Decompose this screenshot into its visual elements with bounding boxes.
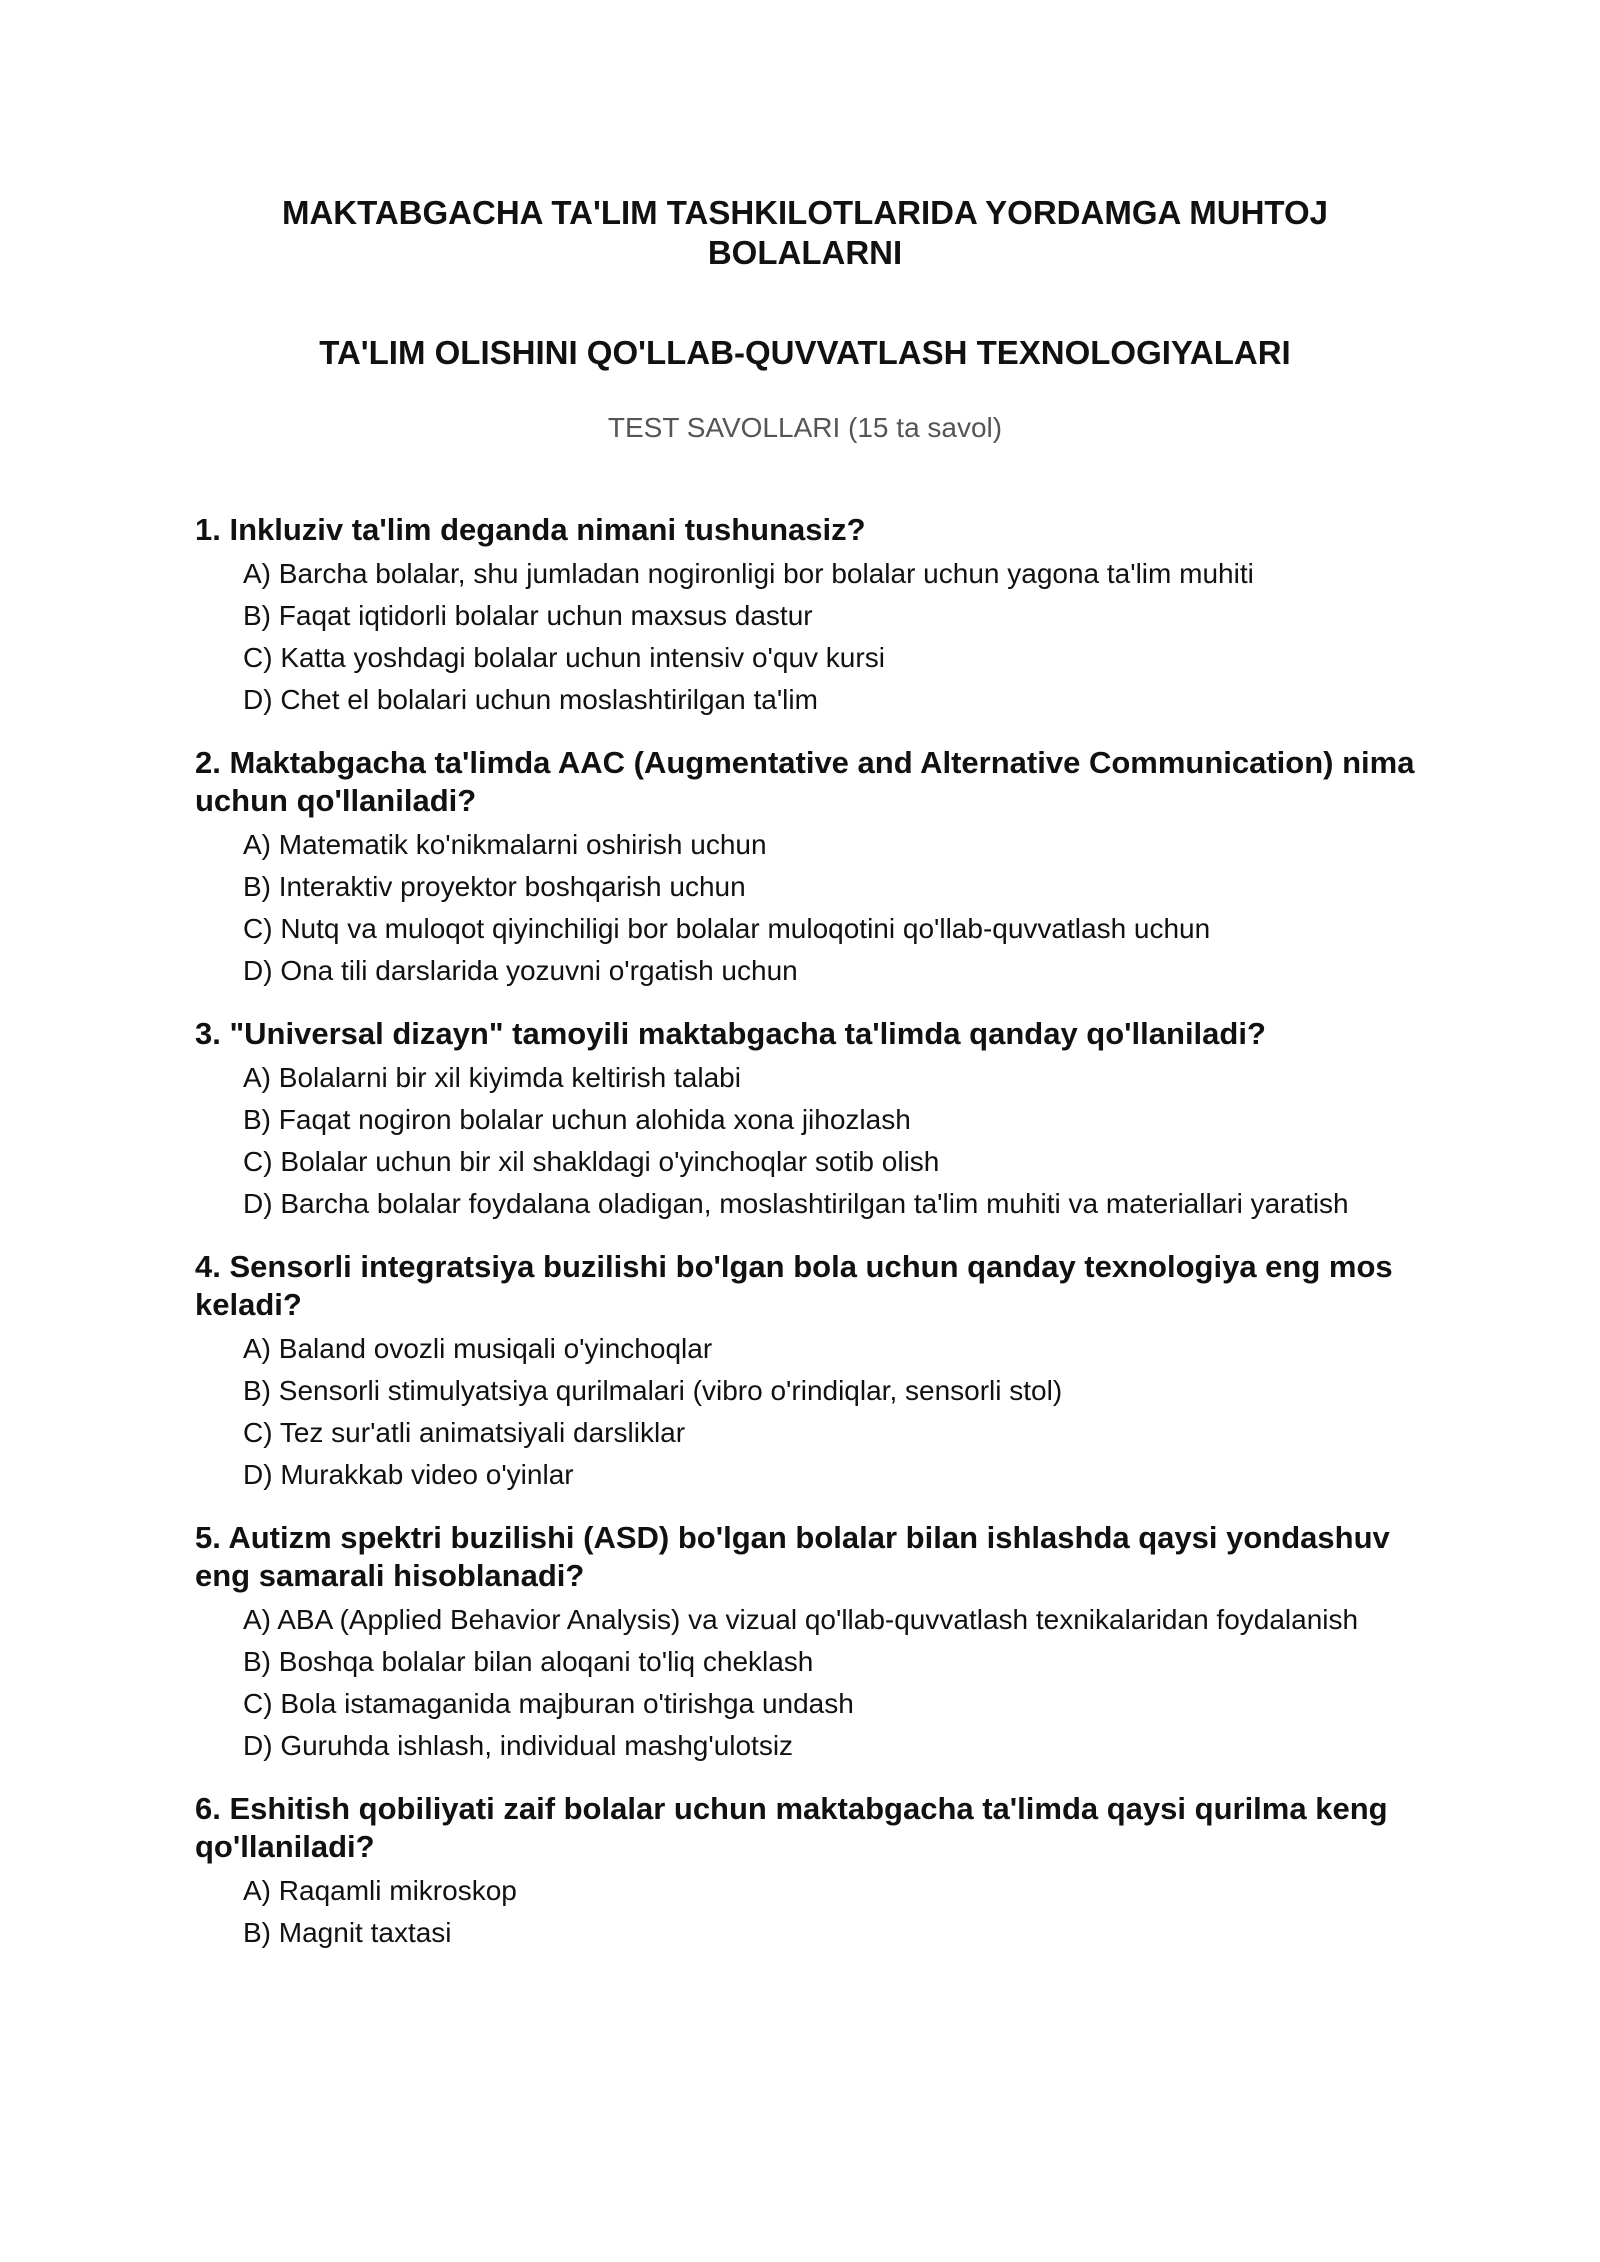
answer-option-d: D) Barcha bolalar foydalana oladigan, moslashtirilgan ta'lim muhiti va materiallari yaratish xyxy=(243,1188,1349,1219)
answer-option-d: D) Guruhda ishlash, individual mashg'ulotsiz xyxy=(243,1730,794,1761)
answer-option-a: A) ABA (Applied Behavior Analysis) va vizual qo'llab-quvvatlash texnikalaridan foydalanish xyxy=(243,1604,1359,1635)
answer-option-c: C) Nutq va muloqot qiyinchiligi bor bolalar muloqotini qo'llab-quvvatlash uchun xyxy=(243,913,1211,944)
question-text: 6. Eshitish qobiliyati zaif bolalar uchun maktabgacha ta'limda qaysi qurilma keng qo'llaniladi? xyxy=(195,1791,1388,1864)
question-text: 2. Maktabgacha ta'limda AAC (Augmentative and Alternative Communication) nima uchun qo'llaniladi? xyxy=(195,745,1415,818)
answer-option-a: A) Barcha bolalar, shu jumladan nogironligi bor bolalar uchun yagona ta'lim muhiti xyxy=(243,558,1254,589)
question-6 xyxy=(195,1790,1425,1950)
question-3 xyxy=(195,1015,1425,1221)
answer-option-c: C) Katta yoshdagi bolalar uchun intensiv o'quv kursi xyxy=(243,642,885,673)
document-title-line-2: TA'LIM OLISHINI QO'LLAB-QUVVATLASH TEXNOLOGIYALARI xyxy=(319,334,1291,371)
answer-option-b: B) Boshqa bolalar bilan aloqani to'liq cheklash xyxy=(243,1646,814,1677)
title-block xyxy=(195,193,1415,446)
answer-option-a: A) Bolalarni bir xil kiyimda keltirish talabi xyxy=(243,1062,741,1093)
answer-options xyxy=(195,1873,1425,1950)
answer-option-d: D) Murakkab video o'yinlar xyxy=(243,1459,574,1490)
question-1 xyxy=(195,511,1425,717)
answer-options xyxy=(195,556,1425,717)
question-5 xyxy=(195,1519,1425,1763)
answer-option-c: C) Bolalar uchun bir xil shakldagi o'yinchoqlar sotib olish xyxy=(243,1146,940,1177)
question-4 xyxy=(195,1248,1425,1492)
answer-option-b: B) Faqat iqtidorli bolalar uchun maxsus dastur xyxy=(243,600,813,631)
question-text: 5. Autizm spektri buzilishi (ASD) bo'lgan bolalar bilan ishlashda qaysi yondashuv eng samarali hisoblanadi? xyxy=(195,1520,1390,1593)
answer-option-a: A) Baland ovozli musiqali o'yinchoqlar xyxy=(243,1333,713,1364)
answer-option-a: A) Raqamli mikroskop xyxy=(243,1875,517,1906)
answer-option-b: B) Faqat nogiron bolalar uchun alohida xona jihozlash xyxy=(243,1104,911,1135)
answer-option-a: A) Matematik ko'nikmalarni oshirish uchun xyxy=(243,829,767,860)
question-text: 4. Sensorli integratsiya buzilishi bo'lgan bola uchun qanday texnologiya eng mos keladi? xyxy=(195,1249,1393,1322)
question-list xyxy=(195,511,1425,1977)
answer-option-c: C) Tez sur'atli animatsiyali darsliklar xyxy=(243,1417,686,1448)
document-title-line-1: MAKTABGACHA TA'LIM TASHKILOTLARIDA YORDAMGA MUHTOJ BOLALARNI xyxy=(281,194,1329,271)
answer-option-d: D) Ona tili darslarida yozuvni o'rgatish uchun xyxy=(243,955,798,986)
answer-option-b: B) Interaktiv proyektor boshqarish uchun xyxy=(243,871,746,902)
document-subtitle: TEST SAVOLLARI (15 ta savol) xyxy=(607,412,1003,443)
question-2 xyxy=(195,744,1425,988)
answer-option-c: C) Bola istamaganida majburan o'tirishga undash xyxy=(243,1688,854,1719)
answer-options xyxy=(195,827,1425,988)
answer-option-b: B) Magnit taxtasi xyxy=(243,1917,452,1948)
answer-options xyxy=(195,1060,1425,1221)
answer-option-d: D) Chet el bolalari uchun moslashtirilgan ta'lim xyxy=(243,684,818,715)
answer-option-b: B) Sensorli stimulyatsiya qurilmalari (vibro o'rindiqlar, sensorli stol) xyxy=(243,1375,1063,1406)
question-text: 1. Inkluziv ta'lim deganda nimani tushunasiz? xyxy=(195,512,866,547)
answer-options xyxy=(195,1602,1425,1763)
question-text: 3. "Universal dizayn" tamoyili maktabgacha ta'limda qanday qo'llaniladi? xyxy=(195,1016,1266,1051)
answer-options xyxy=(195,1331,1425,1492)
